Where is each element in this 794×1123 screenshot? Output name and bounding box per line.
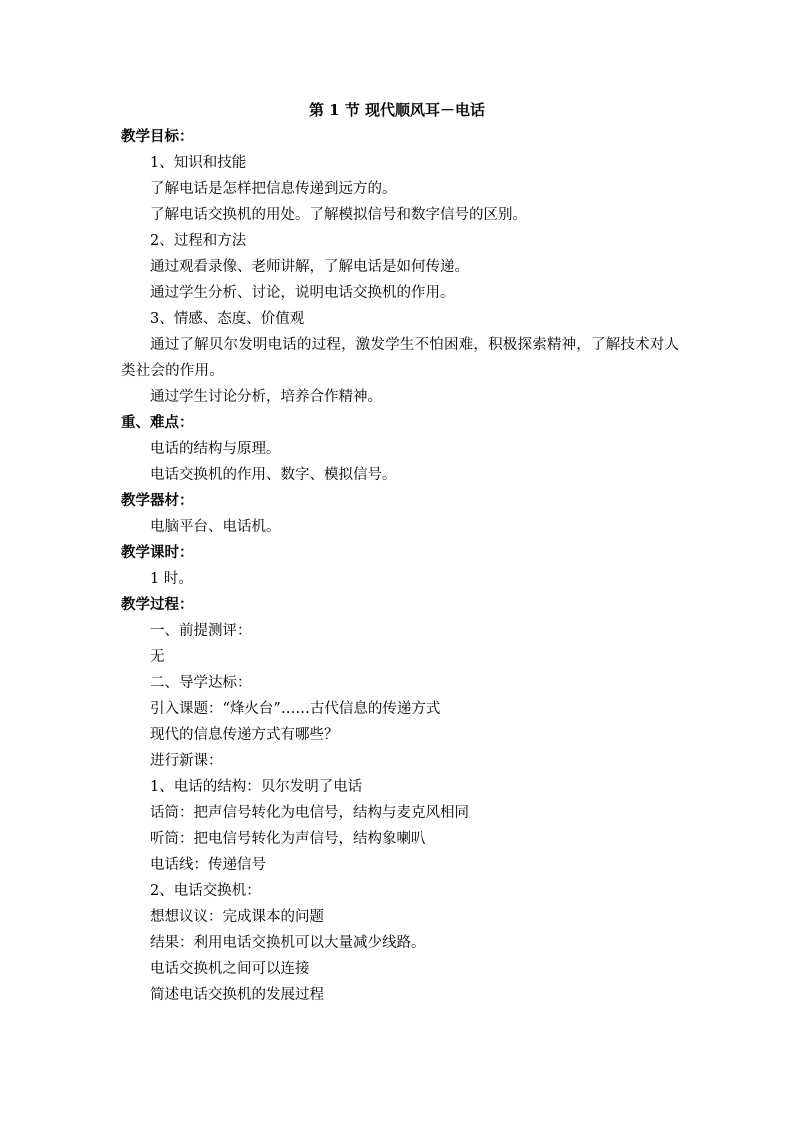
text-line: 电话的结构与原理。: [150, 441, 281, 457]
text-line: 话筒：把声信号转化为电信号，结构与麦克风相同: [150, 805, 469, 821]
document-body: [121, 124, 681, 1008]
text-line: 引入课题：“烽火台”……古代信息的传递方式: [150, 701, 441, 717]
text-line: 1 时。: [150, 571, 193, 587]
text-line: 了解电话交换机的用处。了解模拟信号和数字信号的区别。: [150, 207, 527, 223]
text-line: 电话线：传递信号: [150, 857, 266, 873]
text-line: 电话交换机的作用、数字、模拟信号。: [150, 467, 397, 483]
text-line: 1、电话的结构：贝尔发明了电话: [150, 779, 363, 795]
text-line: 通过观看录像、老师讲解，了解电话是如何传递。: [150, 259, 469, 275]
text-line: 简述电话交换机的发展过程: [150, 987, 324, 1003]
section-heading: 重、难点：: [121, 414, 194, 431]
text-line: 了解电话是怎样把信息传递到远方的。: [150, 181, 397, 197]
text-line: 2、过程和方法: [150, 233, 247, 249]
section-heading: 教学过程：: [121, 596, 194, 613]
text-line: 进行新课：: [150, 753, 223, 769]
text-line: 结果：利用电话交换机可以大量减少线路。: [150, 935, 426, 951]
text-line: 电脑平台、电话机。: [150, 519, 281, 535]
text-line: 现代的信息传递方式有哪些？: [150, 727, 339, 743]
paragraph: 通过了解贝尔发明电话的过程，激发学生不怕困难，积极探索精神，了解技术对人类社会的作用。: [121, 337, 680, 379]
page-title: 第 1 节 现代顺风耳－电话: [308, 101, 486, 119]
text-line: 通过学生讨论分析，培养合作精神。: [150, 389, 382, 405]
text-line: 3、情感、态度、价值观: [150, 311, 305, 327]
text-line: 一、前提测评：: [150, 623, 252, 639]
text-line: 无: [150, 649, 165, 665]
text-line: 1、知识和技能: [150, 155, 247, 171]
section-heading: 教学器材：: [121, 492, 194, 509]
text-line: 二、导学达标：: [150, 675, 252, 691]
section-heading: 教学目标：: [121, 128, 194, 145]
text-line: 想想议议：完成课本的问题: [150, 909, 324, 925]
text-line: 电话交换机之间可以连接: [150, 961, 310, 977]
section-heading: 教学课时：: [121, 544, 194, 561]
text-line: 2、电话交换机：: [150, 883, 261, 899]
text-line: 听筒：把电信号转化为声信号，结构象喇叭: [150, 831, 426, 847]
text-line: 通过学生分析、讨论，说明电话交换机的作用。: [150, 285, 455, 301]
